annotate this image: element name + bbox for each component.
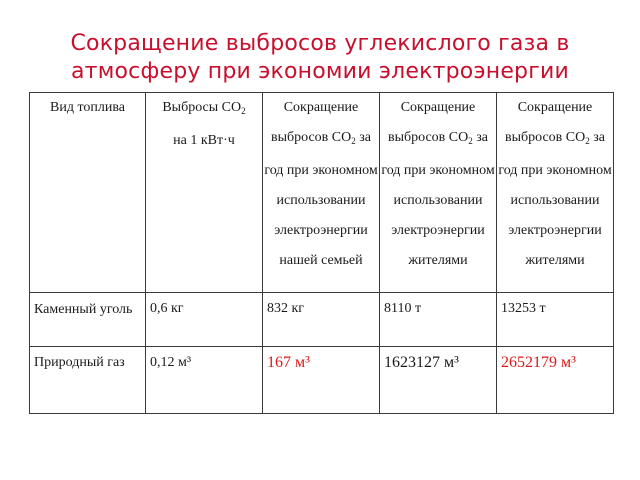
cell-residents-2: 13253 т (497, 293, 614, 347)
cell-residents-1: 1623127 м³ (380, 347, 497, 414)
cell-fuel: Каменный уголь (30, 293, 146, 347)
title-line-1: Сокращение выбросов углекислого газа в (70, 31, 570, 56)
header-residents-reduction-1: Сокращение выбросов $СО_2$ за год при экономном использовании электроэнергии жителями (380, 93, 497, 293)
cell-family: 167 м³ (263, 347, 380, 414)
header-emission-per-kwh: Выбросы $СО_2$ на 1 кВт·ч (146, 93, 263, 293)
cell-residents-2: 2652179 м³ (497, 347, 614, 414)
table-row (30, 347, 614, 414)
cell-family: 832 кг (263, 293, 380, 347)
emissions-table (29, 92, 614, 414)
table-header-row (30, 93, 614, 293)
cell-emission: 0,12 м³ (146, 347, 263, 414)
cell-fuel: Природный газ (30, 347, 146, 414)
header-residents-reduction-2: Сокращение выбросов $СО_2$ за год при экономном использовании электроэнергии жителями (497, 93, 614, 293)
cell-emission: 0,6 кг (146, 293, 263, 347)
table-row (30, 293, 614, 347)
header-family-reduction: Сокращение выбросов $СО_2$ за год при экономном использовании электроэнергии нашей семьей (263, 93, 380, 293)
title-line-2: атмосферу при экономии электроэнергии (71, 59, 569, 84)
cell-residents-1: 8110 т (380, 293, 497, 347)
header-fuel-type: Вид топлива (30, 93, 146, 293)
page-title (0, 30, 640, 86)
